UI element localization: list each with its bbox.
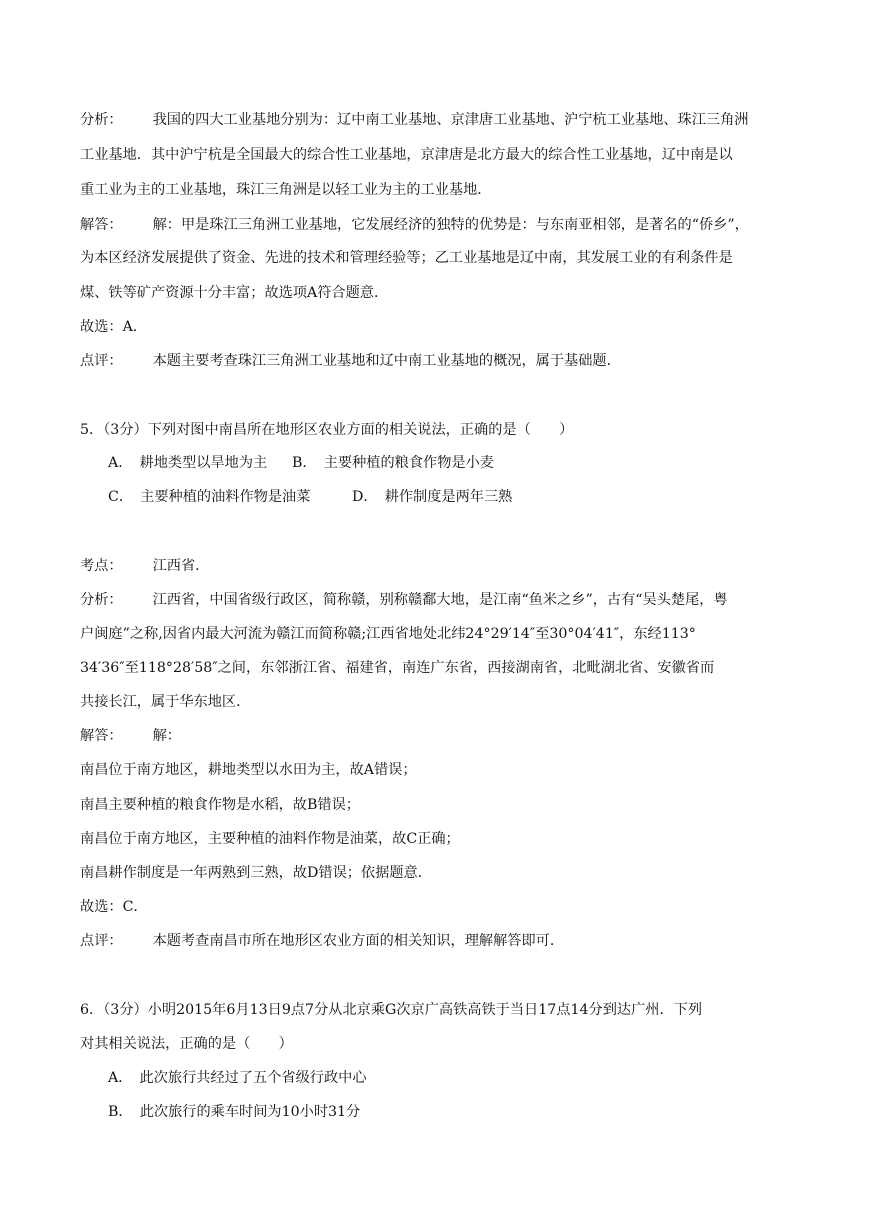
q6-stem-line-1: 6．（3分）小明2015年6月13日9点7分从北京乘G次京广高铁高铁于当日17点14分到达广州．下列 — [80, 1002, 703, 1018]
q5-analysis-line-1 — [80, 590, 728, 610]
q5-comment-label: 点评： — [80, 933, 123, 949]
q5-option-c: C． 主要种植的油料作物是油菜 — [108, 489, 311, 505]
q5-point — [80, 556, 209, 576]
q4-choice: 故选：A． — [80, 319, 147, 335]
q4-analysis-text-1: 我国的四大工业基地分别为：辽中南工业基地、京津唐工业基地、沪宁杭工业基地、珠江三角洲 — [152, 112, 749, 128]
q5-comment — [80, 931, 564, 951]
q5-analysis-text-1: 江西省，中国省级行政区，简称赣，别称赣鄱大地，是江南“鱼米之乡”，古有“吴头楚尾，粤 — [152, 592, 728, 608]
q4-answer-label: 解答： — [80, 217, 123, 233]
q4-answer-line-1 — [80, 215, 749, 235]
q5-answer-line-1: 南昌位于南方地区，耕地类型以水田为主，故A错误； — [80, 762, 417, 778]
q5-point-text: 江西省． — [152, 558, 210, 574]
q5-answer-line-4: 南昌耕作制度是一年两熟到三熟，故D错误；依据题意． — [80, 865, 432, 881]
q5-answer-head — [80, 726, 181, 746]
q6-option-b: B． 此次旅行的乘车时间为10小时31分 — [108, 1104, 361, 1120]
q4-comment-text: 本题主要考查珠江三角洲工业基地和辽中南工业基地的概况，属于基础题． — [152, 353, 621, 369]
q5-answer-line-2: 南昌主要种植的粮食作物是水稻，故B错误； — [80, 797, 360, 813]
q4-answer-line-2: 为本区经济发展提供了资金、先进的技术和管理经验等；乙工业基地是辽中南，其发展工业的有利条件是 — [80, 250, 733, 266]
q5-analysis-line-2: 户闽庭”之称,因省内最大河流为赣江而简称赣;江西省地处北纬24°29′14″至30°04′41″，东经113° — [80, 626, 696, 642]
q5-comment-text: 本题考查南昌市所在地形区农业方面的相关知识，理解解答即可． — [152, 933, 565, 949]
q5-stem: 5．（3分）下列对图中南昌所在地形区农业方面的相关说法，正确的是（ ） — [80, 422, 574, 438]
q5-option-a: A． 耕地类型以旱地为主 — [108, 455, 268, 471]
q5-answer-line-3: 南昌位于南方地区，主要种植的油料作物是油菜，故C正确； — [80, 831, 460, 847]
q5-analysis-line-4: 共接长江，属于华东地区． — [80, 694, 251, 710]
q5-answer-label: 解答： — [80, 728, 123, 744]
q5-answer-head-text: 解： — [152, 728, 181, 744]
q6-option-a: A． 此次旅行共经过了五个省级行政中心 — [108, 1070, 367, 1086]
q5-analysis-line-3: 34′36″至118°28′58″之间，东邻浙江省、福建省，南连广东省，西接湖南省，北毗湖北省、安徽省而 — [80, 660, 715, 676]
q4-answer-text-1: 解：甲是珠江三角洲工业基地，它发展经济的独特的优势是：与东南亚相邻，是著名的“侨乡”， — [152, 217, 749, 233]
q4-comment — [80, 351, 621, 371]
q6-stem-line-2: 对其相关说法，正确的是（ ） — [80, 1036, 293, 1052]
q4-analysis-line-3: 重工业为主的工业基地，珠江三角洲是以轻工业为主的工业基地． — [80, 182, 492, 198]
q5-choice: 故选：C． — [80, 899, 148, 915]
q4-comment-label: 点评： — [80, 353, 123, 369]
q4-analysis-line-2: 工业基地．其中沪宁杭是全国最大的综合性工业基地，京津唐是北方最大的综合性工业基地，辽中南是以 — [80, 147, 733, 163]
q5-option-b: B． 主要种植的粮食作物是小麦 — [292, 455, 494, 471]
q4-analysis-label: 分析： — [80, 112, 123, 128]
q5-option-d: D． 耕作制度是两年三熟 — [352, 489, 513, 505]
q5-analysis-label: 分析： — [80, 592, 123, 608]
q5-point-label: 考点： — [80, 558, 123, 574]
q4-answer-line-3: 煤、铁等矿产资源十分丰富；故选项A符合题意． — [80, 285, 389, 301]
q4-analysis-line-1 — [80, 110, 748, 130]
